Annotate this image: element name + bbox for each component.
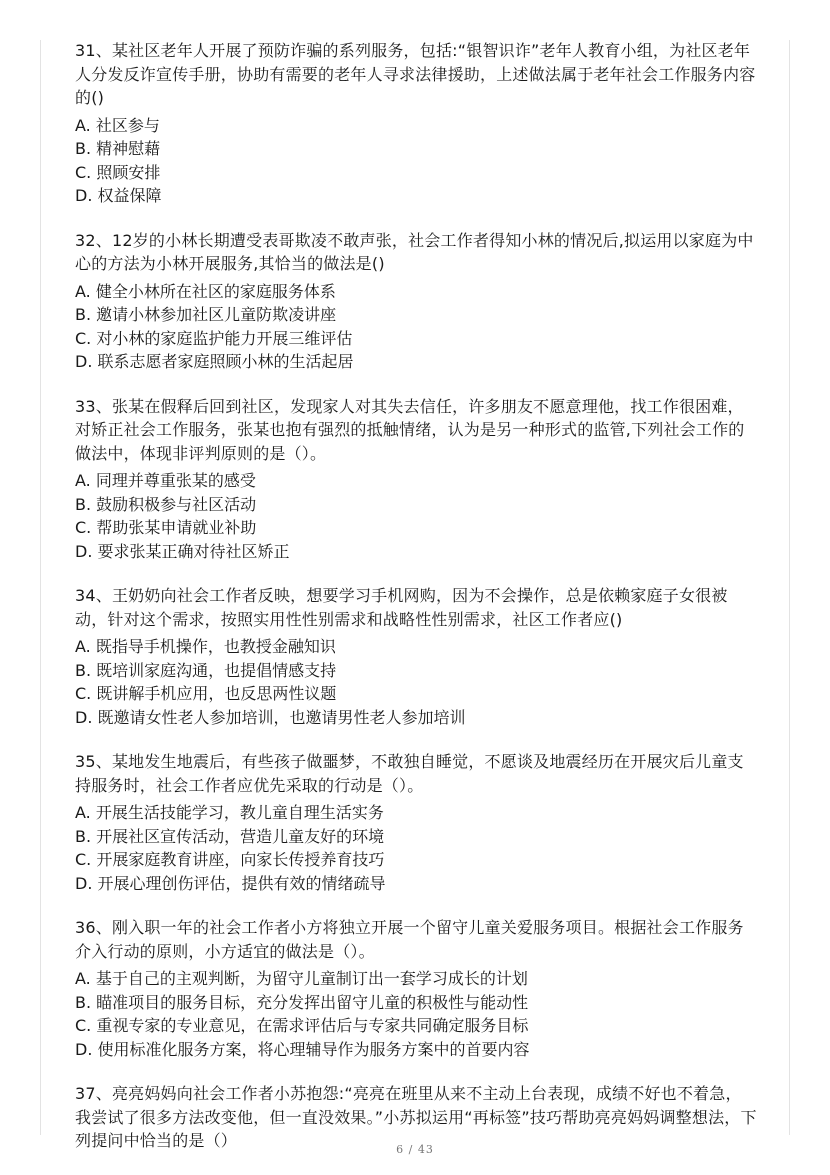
question-stem: 37、亮亮妈妈向社会工作者小苏抱怨:“亮亮在班里从来不主动上台表现，成绩不好也不着急，我尝试了很多方法改变他，但一直没效果。”小苏拟运用“再标签”技巧帮助亮亮妈妈调整想法，下列提问中恰当的是（） xyxy=(75,1084,757,1150)
option-b: B. 瞄准项目的服务目标，充分发挥出留守儿童的积极性与能动性 xyxy=(75,992,529,1012)
question-stem: 35、某地发生地震后，有些孩子做噩梦，不敢独自睡觉，不愿谈及地震经历在开展灾后儿童支持服务时，社会工作者应优先采取的行动是（）。 xyxy=(75,752,744,795)
option-c: C. 重视专家的专业意见，在需求评估后与专家共同确定服务目标 xyxy=(75,1016,529,1035)
option-d: D. 使用标准化服务方案，将心理辅导作为服务方案中的首要内容 xyxy=(75,1039,530,1059)
page-border-left xyxy=(40,40,41,1135)
option-a: A. 社区参与 xyxy=(75,115,160,135)
question-stem: 32、12岁的小林长期遭受表哥欺凌不敢声张，社会工作者得知小林的情况后,拟运用以家庭为中心的方法为小林开展服务,其恰当的做法是() xyxy=(75,230,754,273)
option-c: C. 对小林的家庭监护能力开展三维评估 xyxy=(75,328,353,348)
page-border-right xyxy=(789,40,790,1135)
option-a: A. 同理并尊重张某的感受 xyxy=(75,471,256,490)
option-a: A. 开展生活技能学习，教儿童自理生活实务 xyxy=(75,803,384,822)
question-32 xyxy=(75,229,757,374)
option-d: D. 开展心理创伤评估，提供有效的情绪疏导 xyxy=(75,873,386,893)
option-a: A. 既指导手机操作，也教授金融知识 xyxy=(75,637,336,656)
option-a: A. 健全小林所在社区的家庭服务体系 xyxy=(75,281,336,301)
question-stem: 31、某社区老年人开展了预防诈骗的系列服务，包括:“银智识诈”老年人教育小组，为社区老年人分发反诈宣传手册，协助有需要的老年人寻求法律援助，上述做法属于老年社会工作服务内容的() xyxy=(75,41,756,107)
option-d: D. 要求张某正确对待社区矫正 xyxy=(75,541,290,561)
question-stem: 33、张某在假释后回到社区，发现家人对其失去信任，许多朋友不愿意理他，找工作很困难，对矫正社会工作服务，张某也抱有强烈的抵触情绪，认为是另一种形式的监管,下列社会工作的做法中，体现非评判原则的是（）。 xyxy=(75,396,745,463)
question-stem: 34、王奶奶向社会工作者反映，想要学习手机网购，因为不会操作，总是依赖家庭子女很被动，针对这个需求，按照实用性性别需求和战略性性别需求，社区工作者应() xyxy=(75,586,728,629)
option-b: B. 邀请小林参加社区儿童防欺凌讲座 xyxy=(75,305,337,324)
option-d: D. 联系志愿者家庭照顾小林的生活起居 xyxy=(75,352,354,371)
question-33 xyxy=(75,395,757,564)
document-content xyxy=(75,39,757,1174)
page-number: 6 / 43 xyxy=(396,1143,434,1156)
option-b: B. 开展社区宣传活动，营造儿童友好的环境 xyxy=(75,826,385,846)
question-31 xyxy=(75,39,757,208)
question-35 xyxy=(75,750,757,895)
option-d: D. 权益保障 xyxy=(75,186,162,205)
option-c: C. 帮助张某申请就业补助 xyxy=(75,518,257,537)
option-c: C. 照顾安排 xyxy=(75,162,161,182)
question-37 xyxy=(75,1082,757,1153)
option-b: B. 鼓励积极参与社区活动 xyxy=(75,494,257,514)
question-36 xyxy=(75,916,757,1061)
option-a: A. 基于自己的主观判断，为留守儿童制订出一套学习成长的计划 xyxy=(75,969,528,988)
option-b: B. 既培训家庭沟通，也提倡情感支持 xyxy=(75,660,337,680)
option-c: C. 开展家庭教育讲座，向家长传授养育技巧 xyxy=(75,850,385,869)
question-stem: 36、刚入职一年的社会工作者小方将独立开展一个留守儿童关爱服务项目。根据社会工作服务介入行动的原则，小方适宜的做法是（）。 xyxy=(75,918,744,961)
question-34 xyxy=(75,584,757,729)
option-d: D. 既邀请女性老人参加培训，也邀请男性老人参加培训 xyxy=(75,707,466,727)
option-b: B. 精神慰藉 xyxy=(75,139,161,158)
option-c: C. 既讲解手机应用，也反思两性议题 xyxy=(75,684,337,703)
